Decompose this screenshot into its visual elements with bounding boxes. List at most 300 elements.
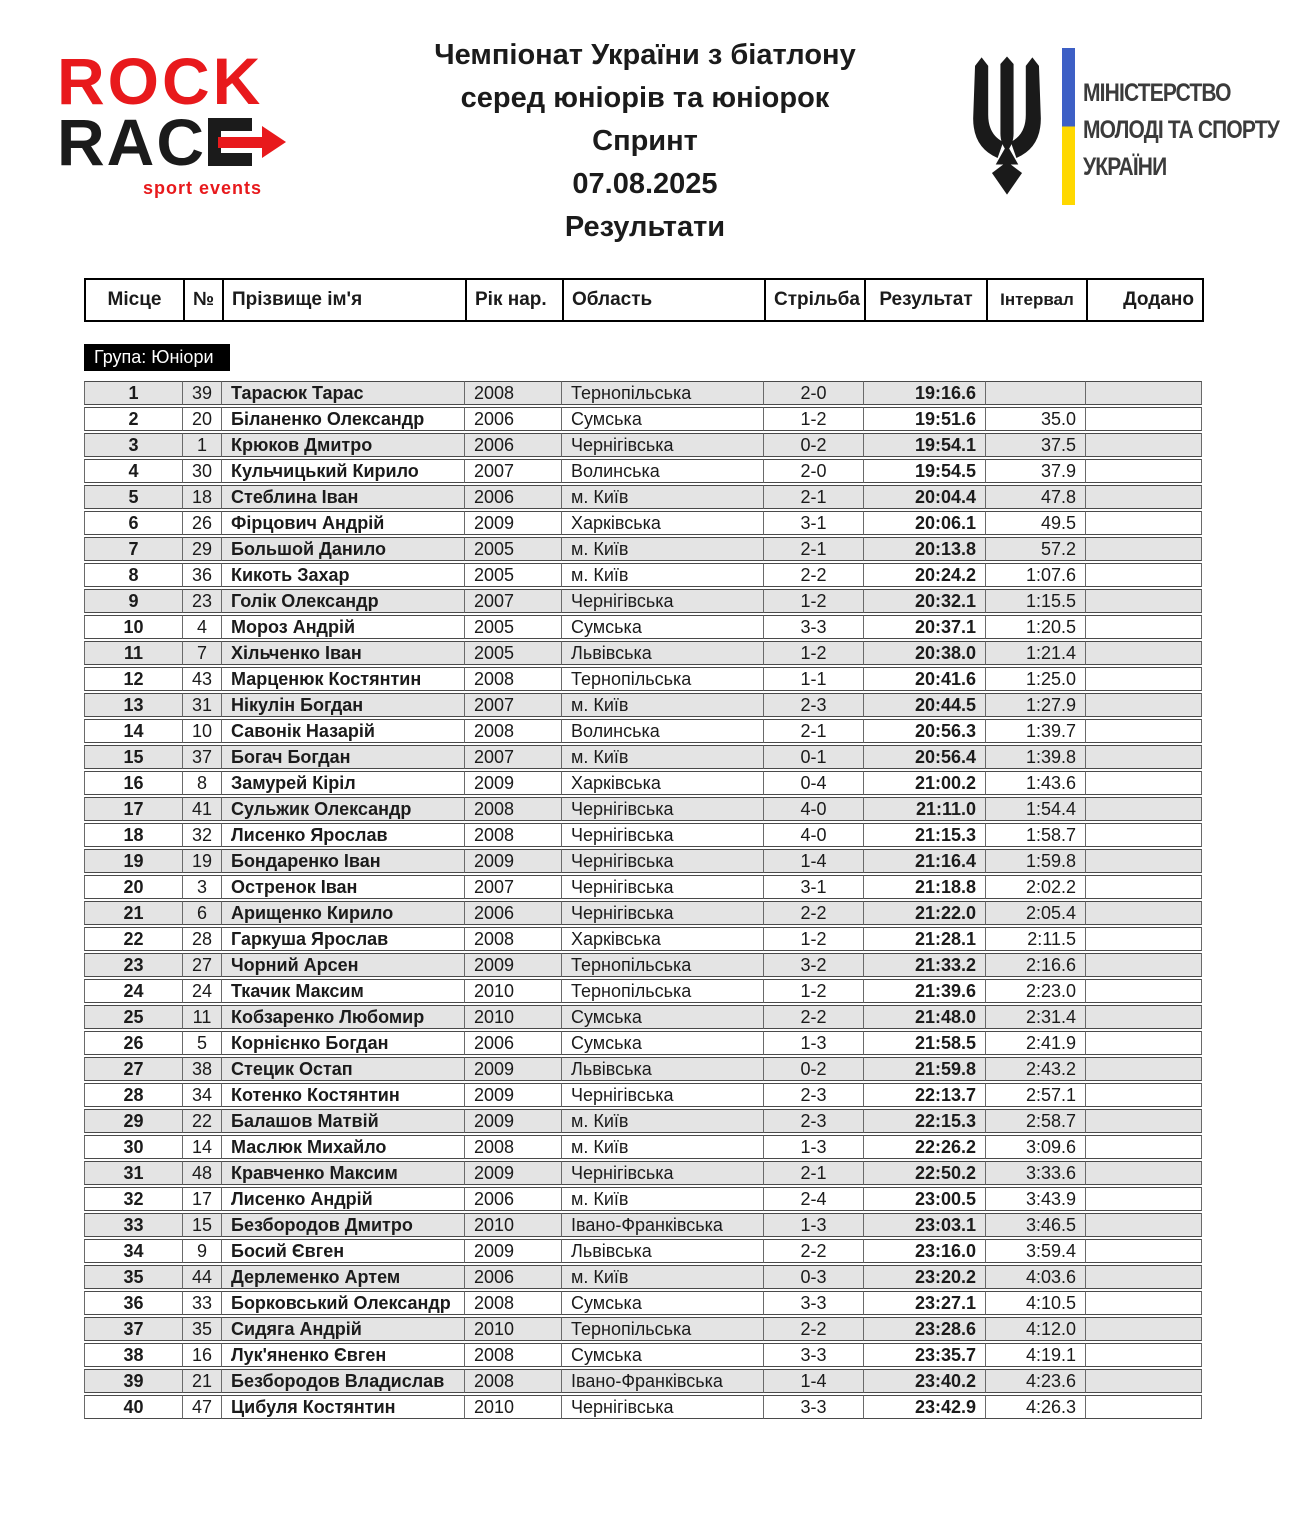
cell-added — [1086, 823, 1202, 847]
cell-bib: 20 — [183, 407, 222, 431]
cell-year: 2010 — [465, 1005, 562, 1029]
cell-shooting: 2-3 — [764, 693, 864, 717]
cell-year: 2005 — [465, 537, 562, 561]
cell-name: Ткачик Максим — [222, 979, 465, 1003]
cell-result: 21:00.2 — [864, 771, 986, 795]
cell-region: Сумська — [562, 1343, 764, 1367]
table-row — [84, 745, 1202, 769]
cell-result: 23:16.0 — [864, 1239, 986, 1263]
table-row — [84, 1109, 1202, 1133]
cell-shooting: 1-3 — [764, 1135, 864, 1159]
cell-name: Босий Євген — [222, 1239, 465, 1263]
column-header-place: Місце — [85, 279, 184, 321]
cell-bib: 30 — [183, 459, 222, 483]
cell-place: 32 — [84, 1187, 183, 1211]
ministry-name-line1: МІНІСТЕРСТВО — [1083, 79, 1231, 107]
cell-interval: 2:41.9 — [986, 1031, 1086, 1055]
cell-shooting: 1-2 — [764, 979, 864, 1003]
table-row — [84, 1083, 1202, 1107]
cell-region: Чернігівська — [562, 1395, 764, 1419]
cell-year: 2008 — [465, 927, 562, 951]
cell-region: Чернігівська — [562, 589, 764, 613]
cell-name: Лисенко Ярослав — [222, 823, 465, 847]
cell-interval: 1:21.4 — [986, 641, 1086, 665]
cell-interval: 1:07.6 — [986, 563, 1086, 587]
cell-shooting: 2-4 — [764, 1187, 864, 1211]
cell-interval: 37.5 — [986, 433, 1086, 457]
cell-place: 25 — [84, 1005, 183, 1029]
cell-name: Тарасюк Тарас — [222, 381, 465, 405]
cell-place: 2 — [84, 407, 183, 431]
cell-added — [1086, 927, 1202, 951]
cell-result: 23:40.2 — [864, 1369, 986, 1393]
table-row — [84, 1135, 1202, 1159]
column-header-region: Область — [563, 279, 765, 321]
cell-year: 2009 — [465, 1109, 562, 1133]
cell-place: 5 — [84, 485, 183, 509]
cell-result: 21:59.8 — [864, 1057, 986, 1081]
cell-year: 2010 — [465, 1395, 562, 1419]
table-row — [84, 1395, 1202, 1419]
cell-year: 2005 — [465, 563, 562, 587]
cell-place: 26 — [84, 1031, 183, 1055]
cell-interval: 1:59.8 — [986, 849, 1086, 873]
cell-name: Дерлеменко Артем — [222, 1265, 465, 1289]
cell-place: 4 — [84, 459, 183, 483]
cell-name: Хільченко Іван — [222, 641, 465, 665]
cell-shooting: 1-3 — [764, 1213, 864, 1237]
cell-region: м. Київ — [562, 745, 764, 769]
cell-shooting: 2-0 — [764, 381, 864, 405]
cell-result: 21:48.0 — [864, 1005, 986, 1029]
cell-name: Большой Данило — [222, 537, 465, 561]
cell-added — [1086, 1239, 1202, 1263]
cell-name: Марценюк Костянтин — [222, 667, 465, 691]
cell-result: 20:38.0 — [864, 641, 986, 665]
cell-place: 7 — [84, 537, 183, 561]
cell-name: Лук'яненко Євген — [222, 1343, 465, 1367]
cell-place: 29 — [84, 1109, 183, 1133]
cell-interval: 3:33.6 — [986, 1161, 1086, 1185]
cell-shooting: 2-2 — [764, 1005, 864, 1029]
cell-bib: 24 — [183, 979, 222, 1003]
cell-bib: 8 — [183, 771, 222, 795]
cell-shooting: 2-2 — [764, 563, 864, 587]
cell-year: 2007 — [465, 745, 562, 769]
table-row — [84, 589, 1202, 613]
cell-name: Сидяга Андрій — [222, 1317, 465, 1341]
cell-added — [1086, 719, 1202, 743]
cell-result: 20:56.3 — [864, 719, 986, 743]
cell-name: Цибуля Костянтин — [222, 1395, 465, 1419]
cell-year: 2006 — [465, 407, 562, 431]
cell-region: Чернігівська — [562, 849, 764, 873]
table-row — [84, 1005, 1202, 1029]
cell-place: 19 — [84, 849, 183, 873]
cell-name: Кульчицький Кирило — [222, 459, 465, 483]
cell-result: 20:32.1 — [864, 589, 986, 613]
cell-bib: 36 — [183, 563, 222, 587]
table-row — [84, 1239, 1202, 1263]
cell-name: Фірцович Андрій — [222, 511, 465, 535]
cell-region: Сумська — [562, 1291, 764, 1315]
cell-bib: 31 — [183, 693, 222, 717]
cell-region: м. Київ — [562, 1135, 764, 1159]
cell-shooting: 1-2 — [764, 927, 864, 951]
cell-bib: 5 — [183, 1031, 222, 1055]
cell-interval: 2:58.7 — [986, 1109, 1086, 1133]
cell-bib: 33 — [183, 1291, 222, 1315]
cell-shooting: 3-3 — [764, 1343, 864, 1367]
cell-bib: 22 — [183, 1109, 222, 1133]
cell-interval: 4:10.5 — [986, 1291, 1086, 1315]
cell-region: Сумська — [562, 407, 764, 431]
cell-name: Крюков Дмитро — [222, 433, 465, 457]
cell-year: 2008 — [465, 1369, 562, 1393]
rock-race-logo-rock: ROCK — [57, 44, 264, 118]
cell-name: Кравченко Максим — [222, 1161, 465, 1185]
cell-interval — [986, 381, 1086, 405]
title-line-results: Результати — [564, 211, 726, 243]
cell-added — [1086, 1135, 1202, 1159]
cell-added — [1086, 1031, 1202, 1055]
cell-shooting: 1-3 — [764, 1031, 864, 1055]
cell-shooting: 2-1 — [764, 719, 864, 743]
cell-name: Богач Богдан — [222, 745, 465, 769]
title-line-date: 07.08.2025 — [572, 168, 718, 200]
cell-result: 21:22.0 — [864, 901, 986, 925]
ministry-name-line3: УКРАЇНИ — [1083, 153, 1167, 181]
cell-shooting: 4-0 — [764, 797, 864, 821]
table-row — [84, 953, 1202, 977]
cell-interval: 35.0 — [986, 407, 1086, 431]
table-row — [84, 1031, 1202, 1055]
cell-name: Маслюк Михайло — [222, 1135, 465, 1159]
cell-place: 22 — [84, 927, 183, 951]
table-row — [84, 849, 1202, 873]
cell-shooting: 2-1 — [764, 485, 864, 509]
cell-shooting: 2-0 — [764, 459, 864, 483]
cell-bib: 23 — [183, 589, 222, 613]
cell-added — [1086, 381, 1202, 405]
cell-year: 2006 — [465, 1265, 562, 1289]
cell-added — [1086, 1187, 1202, 1211]
cell-bib: 38 — [183, 1057, 222, 1081]
cell-added — [1086, 1291, 1202, 1315]
cell-shooting: 1-2 — [764, 589, 864, 613]
cell-bib: 48 — [183, 1161, 222, 1185]
cell-bib: 15 — [183, 1213, 222, 1237]
cell-name: Борковський Олександр — [222, 1291, 465, 1315]
cell-place: 37 — [84, 1317, 183, 1341]
table-row — [84, 485, 1202, 509]
cell-interval: 2:31.4 — [986, 1005, 1086, 1029]
cell-bib: 16 — [183, 1343, 222, 1367]
cell-shooting: 2-2 — [764, 901, 864, 925]
cell-result: 21:58.5 — [864, 1031, 986, 1055]
cell-added — [1086, 485, 1202, 509]
cell-place: 34 — [84, 1239, 183, 1263]
cell-shooting: 3-1 — [764, 875, 864, 899]
results-column-header — [84, 278, 1204, 322]
cell-place: 15 — [84, 745, 183, 769]
cell-result: 22:26.2 — [864, 1135, 986, 1159]
rock-race-logo-race: RAC — [57, 105, 206, 179]
cell-year: 2005 — [465, 641, 562, 665]
table-row — [84, 693, 1202, 717]
cell-region: Львівська — [562, 641, 764, 665]
cell-shooting: 2-1 — [764, 1161, 864, 1185]
table-row — [84, 1187, 1202, 1211]
cell-year: 2008 — [465, 719, 562, 743]
cell-bib: 35 — [183, 1317, 222, 1341]
cell-result: 21:16.4 — [864, 849, 986, 873]
cell-result: 19:54.1 — [864, 433, 986, 457]
cell-added — [1086, 1161, 1202, 1185]
cell-shooting: 3-3 — [764, 615, 864, 639]
cell-added — [1086, 745, 1202, 769]
cell-interval: 2:16.6 — [986, 953, 1086, 977]
cell-bib: 17 — [183, 1187, 222, 1211]
cell-shooting: 1-2 — [764, 641, 864, 665]
cell-bib: 19 — [183, 849, 222, 873]
cell-place: 20 — [84, 875, 183, 899]
cell-added — [1086, 459, 1202, 483]
table-row — [84, 927, 1202, 951]
cell-region: м. Київ — [562, 1109, 764, 1133]
cell-region: м. Київ — [562, 537, 764, 561]
cell-region: Сумська — [562, 615, 764, 639]
column-header-bib: № — [184, 279, 223, 321]
cell-year: 2007 — [465, 459, 562, 483]
cell-place: 33 — [84, 1213, 183, 1237]
cell-place: 40 — [84, 1395, 183, 1419]
cell-added — [1086, 615, 1202, 639]
cell-place: 36 — [84, 1291, 183, 1315]
cell-interval: 37.9 — [986, 459, 1086, 483]
cell-interval: 1:54.4 — [986, 797, 1086, 821]
cell-year: 2006 — [465, 1031, 562, 1055]
cell-shooting: 3-3 — [764, 1291, 864, 1315]
cell-added — [1086, 1083, 1202, 1107]
cell-name: Корнієнко Богдан — [222, 1031, 465, 1055]
cell-added — [1086, 433, 1202, 457]
cell-place: 3 — [84, 433, 183, 457]
cell-interval: 3:09.6 — [986, 1135, 1086, 1159]
cell-added — [1086, 1265, 1202, 1289]
cell-year: 2009 — [465, 953, 562, 977]
cell-result: 20:24.2 — [864, 563, 986, 587]
column-header-shooting: Стрільба — [765, 279, 865, 321]
cell-region: Харківська — [562, 771, 764, 795]
cell-place: 23 — [84, 953, 183, 977]
cell-year: 2009 — [465, 511, 562, 535]
cell-bib: 43 — [183, 667, 222, 691]
cell-bib: 9 — [183, 1239, 222, 1263]
cell-interval: 2:57.1 — [986, 1083, 1086, 1107]
cell-region: Харківська — [562, 511, 764, 535]
cell-year: 2006 — [465, 1187, 562, 1211]
cell-result: 21:11.0 — [864, 797, 986, 821]
cell-bib: 39 — [183, 381, 222, 405]
cell-region: Чернігівська — [562, 901, 764, 925]
cell-added — [1086, 589, 1202, 613]
cell-place: 31 — [84, 1161, 183, 1185]
cell-name: Сульжик Олександр — [222, 797, 465, 821]
cell-year: 2006 — [465, 433, 562, 457]
cell-result: 19:54.5 — [864, 459, 986, 483]
cell-bib: 47 — [183, 1395, 222, 1419]
cell-interval: 2:43.2 — [986, 1057, 1086, 1081]
cell-shooting: 0-3 — [764, 1265, 864, 1289]
cell-region: Тернопільська — [562, 667, 764, 691]
cell-added — [1086, 1213, 1202, 1237]
cell-interval: 57.2 — [986, 537, 1086, 561]
cell-shooting: 0-2 — [764, 433, 864, 457]
results-table — [84, 379, 1202, 1421]
cell-result: 20:56.4 — [864, 745, 986, 769]
cell-region: Сумська — [562, 1031, 764, 1055]
ministry-logo — [960, 45, 1290, 207]
table-row — [84, 407, 1202, 431]
cell-shooting: 1-2 — [764, 407, 864, 431]
cell-name: Голік Олександр — [222, 589, 465, 613]
column-header-name: Прізвище ім'я — [223, 279, 466, 321]
cell-shooting: 2-3 — [764, 1109, 864, 1133]
cell-added — [1086, 407, 1202, 431]
cell-region: Чернігівська — [562, 823, 764, 847]
cell-bib: 37 — [183, 745, 222, 769]
cell-result: 21:18.8 — [864, 875, 986, 899]
cell-place: 17 — [84, 797, 183, 821]
cell-year: 2008 — [465, 1343, 562, 1367]
cell-bib: 6 — [183, 901, 222, 925]
cell-name: Остренок Іван — [222, 875, 465, 899]
cell-name: Чорний Арсен — [222, 953, 465, 977]
title-line-category: серед юніорів та юніорок — [460, 82, 830, 114]
tryzub-icon — [960, 45, 1054, 207]
table-row — [84, 979, 1202, 1003]
cell-name: Нікулін Богдан — [222, 693, 465, 717]
cell-year: 2005 — [465, 615, 562, 639]
ministry-name — [1083, 75, 1279, 186]
cell-region: Тернопільська — [562, 953, 764, 977]
table-row — [84, 771, 1202, 795]
cell-interval: 4:12.0 — [986, 1317, 1086, 1341]
cell-result: 21:33.2 — [864, 953, 986, 977]
title-line-event: Чемпіонат України з біатлону — [434, 39, 856, 71]
cell-year: 2009 — [465, 771, 562, 795]
cell-region: Чернігівська — [562, 433, 764, 457]
table-row — [84, 381, 1202, 405]
cell-place: 10 — [84, 615, 183, 639]
cell-name: Бондаренко Іван — [222, 849, 465, 873]
cell-year: 2008 — [465, 667, 562, 691]
cell-year: 2008 — [465, 823, 562, 847]
cell-year: 2008 — [465, 381, 562, 405]
cell-place: 12 — [84, 667, 183, 691]
cell-result: 22:50.2 — [864, 1161, 986, 1185]
cell-region: м. Київ — [562, 693, 764, 717]
cell-added — [1086, 1005, 1202, 1029]
cell-shooting: 3-2 — [764, 953, 864, 977]
cell-interval: 2:23.0 — [986, 979, 1086, 1003]
cell-added — [1086, 641, 1202, 665]
cell-result: 20:13.8 — [864, 537, 986, 561]
cell-bib: 14 — [183, 1135, 222, 1159]
cell-result: 23:35.7 — [864, 1343, 986, 1367]
cell-place: 27 — [84, 1057, 183, 1081]
table-row — [84, 433, 1202, 457]
table-row — [84, 537, 1202, 561]
cell-bib: 27 — [183, 953, 222, 977]
cell-name: Кикоть Захар — [222, 563, 465, 587]
table-row — [84, 875, 1202, 899]
cell-name: Безбородов Владислав — [222, 1369, 465, 1393]
cell-name: Балашов Матвій — [222, 1109, 465, 1133]
cell-year: 2009 — [465, 1161, 562, 1185]
cell-interval: 3:59.4 — [986, 1239, 1086, 1263]
cell-region: Чернігівська — [562, 1161, 764, 1185]
cell-year: 2010 — [465, 979, 562, 1003]
cell-added — [1086, 1109, 1202, 1133]
cell-shooting: 0-2 — [764, 1057, 864, 1081]
cell-interval: 3:43.9 — [986, 1187, 1086, 1211]
table-row — [84, 459, 1202, 483]
cell-region: м. Київ — [562, 563, 764, 587]
cell-name: Арищенко Кирило — [222, 901, 465, 925]
cell-interval: 2:02.2 — [986, 875, 1086, 899]
cell-shooting: 2-3 — [764, 1083, 864, 1107]
cell-shooting: 2-1 — [764, 537, 864, 561]
cell-bib: 32 — [183, 823, 222, 847]
cell-added — [1086, 771, 1202, 795]
cell-place: 21 — [84, 901, 183, 925]
cell-region: м. Київ — [562, 485, 764, 509]
cell-bib: 26 — [183, 511, 222, 535]
cell-interval: 1:25.0 — [986, 667, 1086, 691]
table-row — [84, 1369, 1202, 1393]
cell-result: 19:16.6 — [864, 381, 986, 405]
cell-shooting: 1-4 — [764, 1369, 864, 1393]
cell-bib: 29 — [183, 537, 222, 561]
cell-year: 2006 — [465, 485, 562, 509]
cell-place: 6 — [84, 511, 183, 535]
column-header-interval: Інтервал — [987, 279, 1087, 321]
cell-shooting: 2-2 — [764, 1239, 864, 1263]
cell-year: 2008 — [465, 1135, 562, 1159]
cell-interval: 4:23.6 — [986, 1369, 1086, 1393]
cell-place: 1 — [84, 381, 183, 405]
cell-added — [1086, 875, 1202, 899]
cell-shooting: 4-0 — [764, 823, 864, 847]
cell-interval: 47.8 — [986, 485, 1086, 509]
cell-added — [1086, 901, 1202, 925]
table-row — [84, 615, 1202, 639]
cell-place: 9 — [84, 589, 183, 613]
cell-result: 20:44.5 — [864, 693, 986, 717]
table-row — [84, 563, 1202, 587]
cell-added — [1086, 1395, 1202, 1419]
cell-region: м. Київ — [562, 1265, 764, 1289]
cell-year: 2007 — [465, 693, 562, 717]
flag-bar-icon — [1062, 48, 1075, 205]
table-row — [84, 901, 1202, 925]
cell-bib: 34 — [183, 1083, 222, 1107]
cell-added — [1086, 1343, 1202, 1367]
cell-shooting: 1-1 — [764, 667, 864, 691]
cell-region: Чернігівська — [562, 875, 764, 899]
